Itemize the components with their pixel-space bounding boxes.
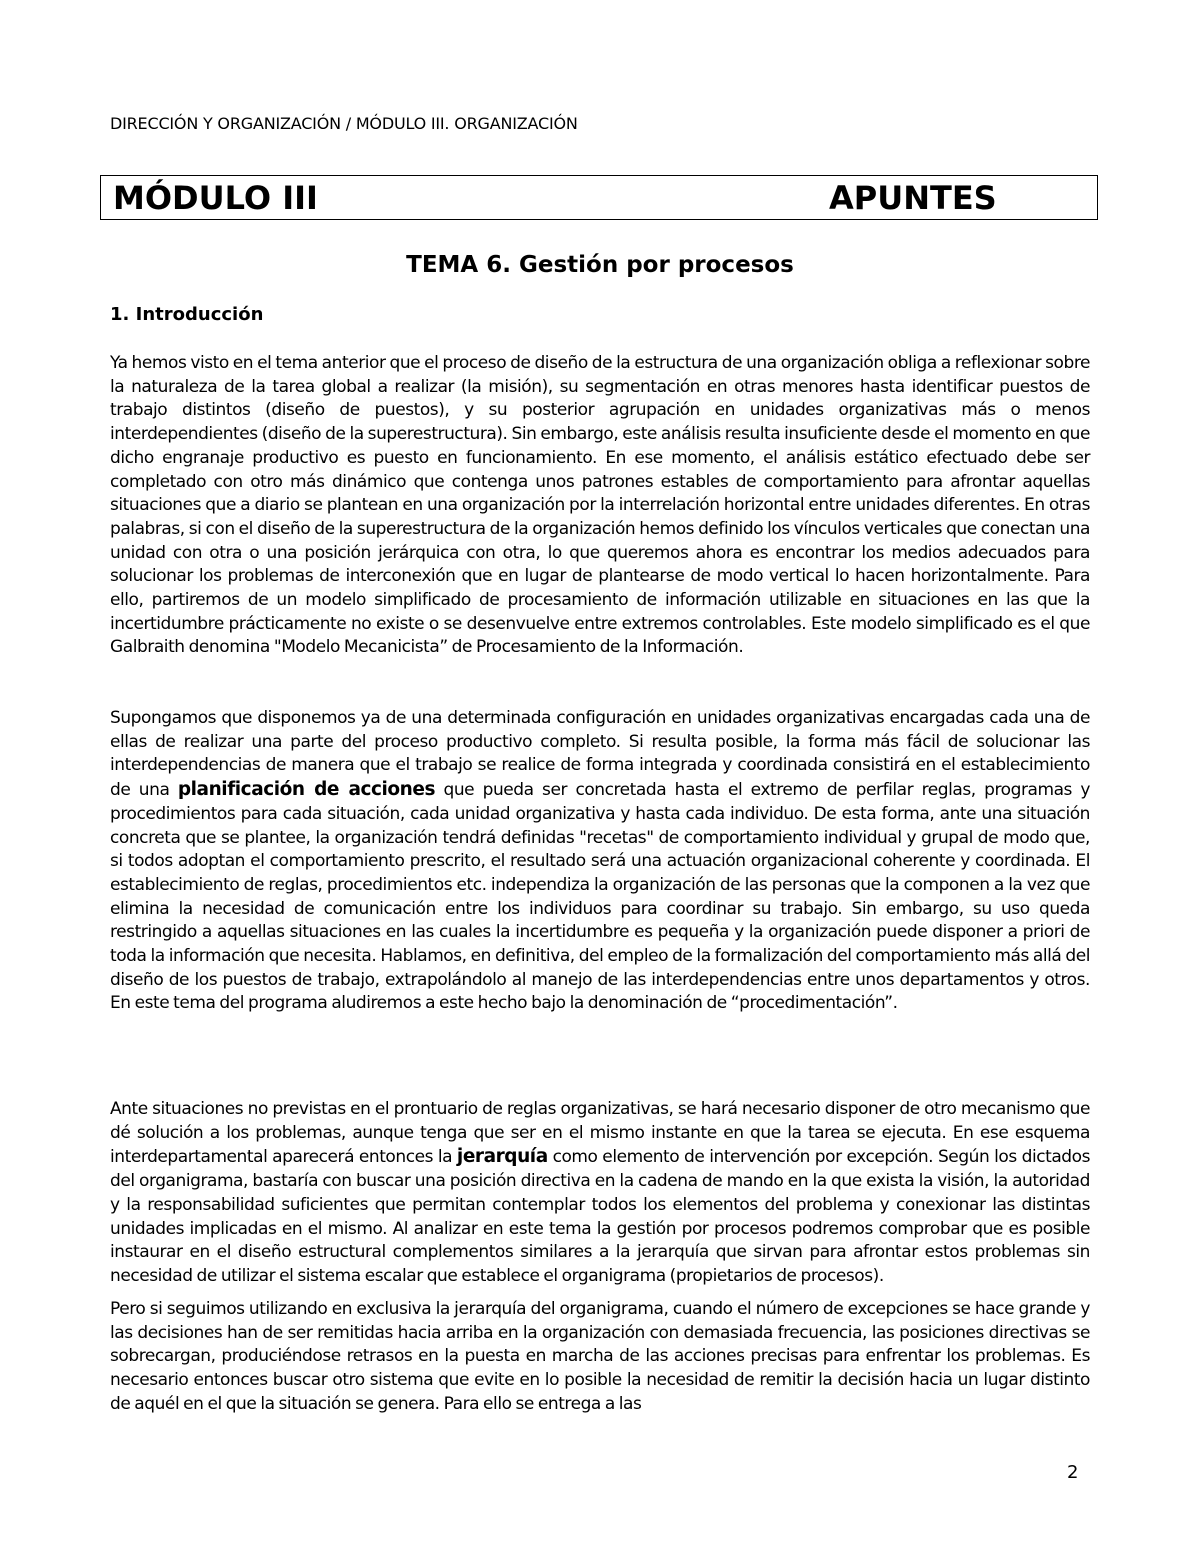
- paragraph-3-text-start: Ante situaciones no previstas en el prontuario de reglas organizativas, se hará necesario disponer de otro mecanismo que dé solución a los problemas, aunque tenga que ser en el mismo instante en que la tarea se ejecuta. En ese esquema interdepartamental aparecerá entonces la: [110, 1099, 1090, 1168]
- paragraph-2: [110, 707, 1090, 1016]
- page-number: 2: [1067, 1462, 1079, 1483]
- running-header: DIRECCIÓN Y ORGANIZACIÓN / MÓDULO III. ORGANIZACIÓN: [110, 114, 578, 133]
- paragraph-3-emphasis: jerarquía: [456, 1146, 548, 1168]
- topic-title: TEMA 6. Gestión por procesos: [406, 252, 794, 278]
- module-title-box: [100, 175, 1098, 220]
- module-label: MÓDULO III: [113, 179, 318, 217]
- section-heading: 1. Introducción: [110, 304, 264, 325]
- paragraph-2-text-start: Supongamos que disponemos ya de una determinada configuración en unidades organizativas encargadas cada una de ellas de realizar una parte del proceso productivo completo. Si resulta posible, la forma más fácil de solucionar las interdependencias de manera que el trabajo se realice de forma integrada y coordinada consistirá en el establecimiento de una: [110, 708, 1090, 801]
- paragraph-4: Pero si seguimos utilizando en exclusiva la jerarquía del organigrama, cuando el número de excepciones se hace grande y las decisiones han de ser remitidas hacia arriba en la organización con demasiada frecuencia, las posiciones directivas se sobrecargan, produciéndose retrasos en la puesta en marcha de las acciones precisas para enfrentar los problemas. Es necesario entonces buscar otro sistema que evite en lo posible la necesidad de remitir la decisión hacia un lugar distinto de aquél en el que la situación se genera. Para ello se entrega a las: [110, 1299, 1090, 1414]
- paragraph-1: Ya hemos visto en el tema anterior que el proceso de diseño de la estructura de una organización obliga a reflexionar sobre la naturaleza de la tarea global a realizar (la misión), su segmentación en otras menores hasta identificar puestos de trabajo distintos (diseño de puestos), y su posterior agrupación en unidades organizativas más o menos interdependientes (diseño de la superestructura). Sin embargo, este análisis resulta insuficiente desde el momento en que dicho engranaje productivo es puesto en funcionamiento. En ese momento, el análisis estático efectuado debe ser completado con otro más dinámico que contenga unos patrones estables de comportamiento para afrontar aquellas situaciones que a diario se plantean en una organización por la interrelación horizontal entre unidades diferentes. En otras palabras, si con el diseño de la superestructura de la organización hemos definido los vínculos verticales que conectan una unidad con otra o una posición jerárquica con otra, lo que queremos ahora es encontrar los medios adecuados para solucionar los problemas de interconexión que en lugar de plantearse de modo vertical lo hacen horizontalmente. Para ello, partiremos de un modelo simplificado de procesamiento de información utilizable en situaciones en las que la incertidumbre prácticamente no existe o se desenvuelve entre extremos controlables. Este modelo simplificado es el que Galbraith denomina "Modelo Mecanicista” de Procesamiento de la Información.: [110, 353, 1090, 658]
- paragraph-2-emphasis: planificación de acciones: [177, 779, 436, 801]
- paragraph-2-text-end: que pueda ser concretada hasta el extremo de perfilar reglas, programas y procedimientos para cada situación, cada unidad organizativa y hasta cada individuo. De esta forma, ante una situación concreta que se plantee, la organización tendrá definidas "recetas" de comportamiento individual y grupal de modo que, si todos adoptan el comportamiento prescrito, el resultado será una actuación organizacional coherente y coordinada. El establecimiento de reglas, procedimientos etc. independiza la organización de las personas que la componen a la vez que elimina la necesidad de comunicación entre los individuos para coordinar su trabajo. Sin embargo, su uso queda restringido a aquellas situaciones en las cuales la incertidumbre es pequeña y la organización puede disponer a priori de toda la información que necesita. Hablamos, en definitiva, del empleo de la formalización del comportamiento más allá del diseño de los puestos de trabajo, extrapolándolo al manejo de las interdependencias entre unos departamentos y otros. En este tema del programa aludiremos a este hecho bajo la denominación de “procedimentación”.: [110, 780, 1090, 1014]
- notes-label: APUNTES: [829, 179, 997, 217]
- paragraph-3-text-end: como elemento de intervención por excepción. Según los dictados del organigrama, bastaría con buscar una posición directiva en la cadena de mando en la que exista la visión, la autoridad y la responsabilidad suficientes que permitan contemplar todos los elementos del problema y conexionar las distintas unidades implicadas en el mismo. Al analizar en este tema la gestión por procesos podremos comprobar que es posible instaurar en el diseño estructural complementos similares a la jerarquía que sirvan para afrontar estos problemas sin necesidad de utilizar el sistema escalar que establece el organigrama (propietarios de procesos).: [110, 1147, 1090, 1286]
- paragraph-3: [110, 1098, 1090, 1289]
